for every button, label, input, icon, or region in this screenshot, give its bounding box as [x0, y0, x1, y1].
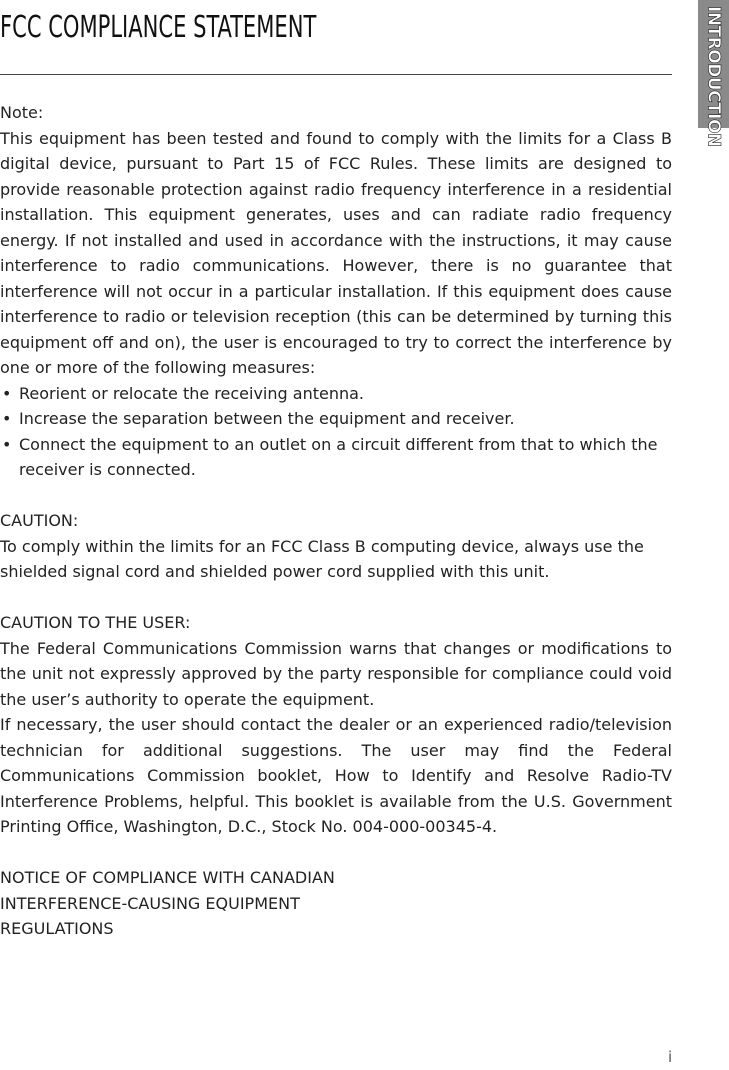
bullet-icon: • — [2, 434, 12, 454]
notice-heading-line: NOTICE OF COMPLIANCE WITH CANADIAN — [0, 868, 335, 887]
measure-text: Connect the equipment to an outlet on a circuit different from that to which the receiver is connected. — [19, 434, 658, 479]
notice-heading-line: REGULATIONS — [0, 919, 114, 938]
list-item — [0, 381, 672, 407]
list-item — [0, 432, 672, 483]
document-body — [0, 100, 672, 942]
measure-text: Increase the separation between the equipment and receiver. — [19, 409, 515, 428]
list-item — [0, 406, 672, 432]
bullet-icon: • — [2, 383, 12, 403]
section-tab — [698, 0, 729, 147]
notice-heading-line: INTERFERENCE-CAUSING EQUIPMENT — [0, 893, 300, 913]
spacer — [0, 840, 672, 866]
bullet-icon: • — [2, 409, 12, 428]
note-heading: Note: — [0, 103, 44, 122]
caution-body: To comply within the limits for an FCC Class B computing device, always use the shielded signal cord and shielded power cord supplied with this unit. — [0, 536, 644, 581]
section-tab-label: INTRODUCTION — [703, 6, 724, 147]
title-divider — [0, 74, 672, 75]
spacer — [0, 585, 672, 611]
caution-heading: CAUTION: — [0, 511, 79, 530]
measures-list — [0, 381, 672, 483]
spacer — [0, 483, 672, 509]
caution-user-heading: CAUTION TO THE USER: — [0, 613, 191, 632]
measure-text: Reorient or relocate the receiving antenna. — [19, 383, 364, 403]
page-title: FCC COMPLIANCE STATEMENT — [0, 10, 317, 45]
page-number: i — [668, 1048, 673, 1066]
caution-user-body: The Federal Communications Commission warns that changes or modifications to the unit not expressly approved by the party responsible for compliance could void the user’s authority to operate the equipment. — [0, 638, 672, 709]
caution-user-advice: If necessary, the user should contact the dealer or an experienced radio/television technician for additional suggestions. The user may find the Federal Communications Commission booklet, How to Identify and Resolve Radio-TV Interference Problems, helpful. This booklet is available from the U.S. Government Printing Office, Washington, D.C., Stock No. 004-000-00345-4. — [0, 715, 672, 836]
note-body: This equipment has been tested and found to comply with the limits for a Class B digital device, pursuant to Part 15 of FCC Rules. These limits are designed to provide reasonable protection against radio frequency interference in a residential installation. This equipment generates, uses and can radiate radio frequency energy. If not installed and used in accordance with the instructions, it may cause interference to radio communications. However, there is no guarantee that interference will not occur in a particular installation. If this equipment does cause interference to radio or television reception (this can be determined by turning this equipment off and on), the user is encouraged to try to correct the interference by one or more of the following measures: — [0, 128, 672, 377]
